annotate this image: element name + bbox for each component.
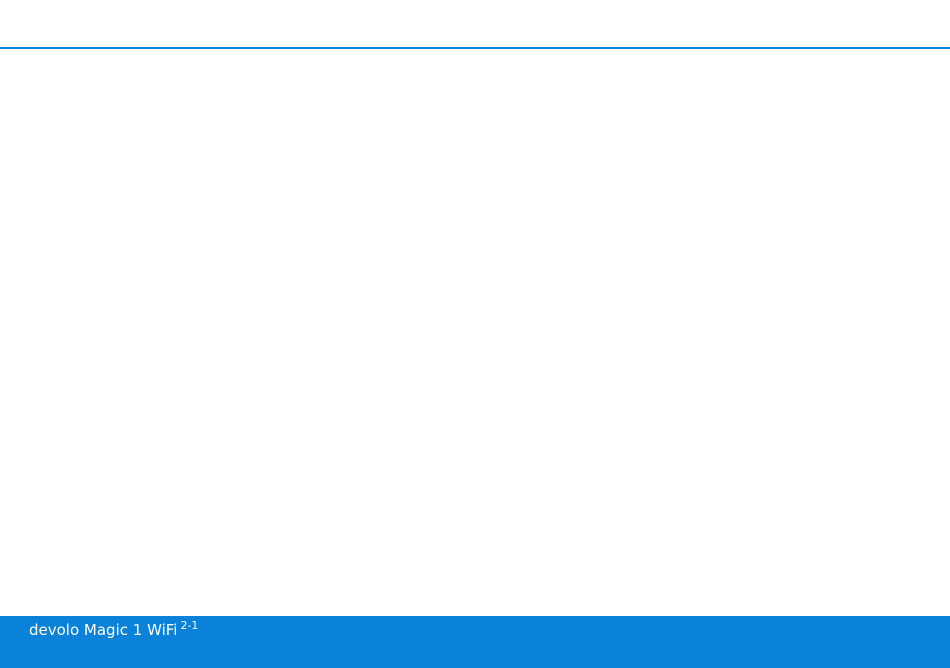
product-name: devolo Magic 1 WiFi (29, 621, 178, 639)
header-rule (0, 47, 950, 49)
page-footer (0, 616, 950, 668)
product-version: 2-1 (180, 619, 199, 632)
footer-product (29, 619, 198, 639)
page-header (0, 0, 950, 50)
